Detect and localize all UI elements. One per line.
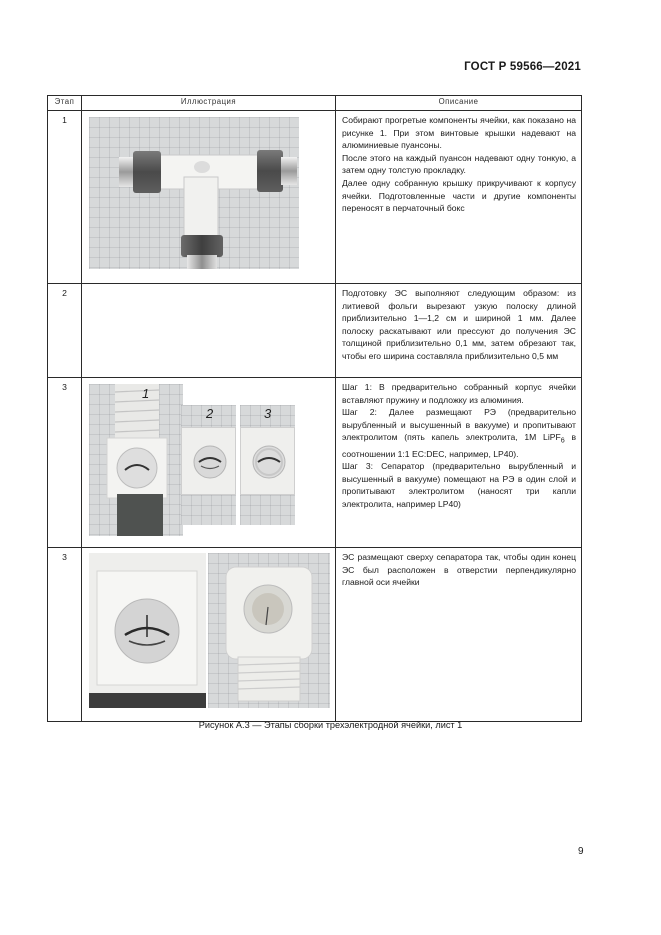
separator-drawing bbox=[241, 428, 295, 495]
photo-label-area-3 bbox=[240, 405, 295, 525]
description-paragraph: После этого на каждый пуансон надевают одну тонкую, а затем одну толстую прокладку. bbox=[342, 152, 576, 176]
figure-caption: Рисунок А.3 — Этапы сборки трехэлектродной ячейки, лист 1 bbox=[198, 720, 463, 730]
description-cell bbox=[336, 548, 582, 722]
step-number: 2 bbox=[48, 284, 82, 378]
description-step3: Шаг 3: Сепаратор (предварительно вырубленный и высушенный в вакууме) помещают на РЭ в один слой и пропитывают электролитом (наносят три капли электролита, например LP40) bbox=[342, 461, 576, 510]
cell-body-photo-step2 bbox=[181, 427, 236, 495]
description-cell bbox=[336, 378, 582, 548]
step-number: 1 bbox=[48, 111, 82, 284]
illustration-cell bbox=[82, 378, 336, 548]
column-header-step: Этап bbox=[48, 96, 82, 111]
column-header-description: Описание bbox=[336, 96, 582, 111]
page-number: 9 bbox=[578, 846, 584, 857]
table-row bbox=[48, 284, 582, 378]
tee-cell-drawing bbox=[89, 117, 299, 269]
electrode-drawing bbox=[182, 428, 236, 495]
cell-body-drawing bbox=[89, 384, 183, 536]
illustration-cell bbox=[82, 548, 336, 722]
photo-label-area-2 bbox=[181, 405, 236, 525]
cell-body-photo-step1 bbox=[89, 384, 183, 536]
description-cell bbox=[336, 111, 582, 284]
description-cell bbox=[336, 284, 582, 378]
subscript-six: 6 bbox=[560, 437, 565, 446]
description-step2-tail: в соотношении 1:1 EC:DEC, например, LP40). bbox=[342, 432, 577, 459]
photo-label: 3 bbox=[264, 406, 272, 421]
reference-electrode-closeup-photo bbox=[89, 553, 206, 708]
description-paragraph: Подготовку ЭС выполняют следующим образом: из литиевой фольги вырезают узкую полоску длиной приблизительно 1—1,2 см и шириной 1 мм. Далее полоску раскатывают или прессуют до получения ЭС толщиной приблизительно 0,1 мм, затем обрезают так, чтобы его ширина составляла приблизительно 0,5 мм bbox=[342, 288, 576, 361]
assembled-cell-photo bbox=[208, 553, 330, 708]
table-row bbox=[48, 111, 582, 284]
table-row bbox=[48, 548, 582, 722]
description-step2-text: Шаг 2: Далее размещают РЭ (предварительно вырубленный и высушенный в вакууме) и пропитывают электролитом (пять капель электролита, 1M LiPF bbox=[342, 407, 576, 443]
table-row bbox=[48, 378, 582, 548]
description-paragraph: ЭС размещают сверху сепаратора так, чтобы один конец ЭС был расположен в отверстии перпендикулярно главной оси ячейки bbox=[342, 552, 576, 588]
cell-body-photo-step3 bbox=[240, 427, 295, 495]
description-step2 bbox=[342, 406, 576, 460]
assembly-stages-table bbox=[47, 95, 582, 722]
assembled-cell-drawing bbox=[208, 553, 330, 708]
illustration-cell-empty bbox=[82, 284, 336, 378]
photo-label: 1 bbox=[142, 386, 150, 401]
illustration-cell bbox=[82, 111, 336, 284]
document-header: ГОСТ Р 59566—2021 bbox=[464, 61, 581, 73]
description-step1: Шаг 1: В предварительно собранный корпус ячейки вставляют пружину и подложку из алюминия. bbox=[342, 382, 576, 405]
step-number: 3 bbox=[48, 378, 82, 548]
step-number: 3 bbox=[48, 548, 82, 722]
closeup-drawing bbox=[89, 553, 206, 708]
tee-cell-assembly-photo bbox=[89, 117, 299, 269]
table-header-row bbox=[48, 96, 582, 111]
description-paragraph: Далее одну собранную крышку прикручивают к корпусу ячейки. Подготовленные части и другие компоненты переносят в перчаточный бокс bbox=[342, 177, 576, 214]
description-paragraph: Собирают прогретые компоненты ячейки, как показано на рисунке 1. При этом винтовые крышки надевают на алюминиевые пуансоны. bbox=[342, 115, 576, 151]
column-header-illustration: Иллюстрация bbox=[82, 96, 336, 111]
photo-label: 2 bbox=[206, 406, 214, 421]
